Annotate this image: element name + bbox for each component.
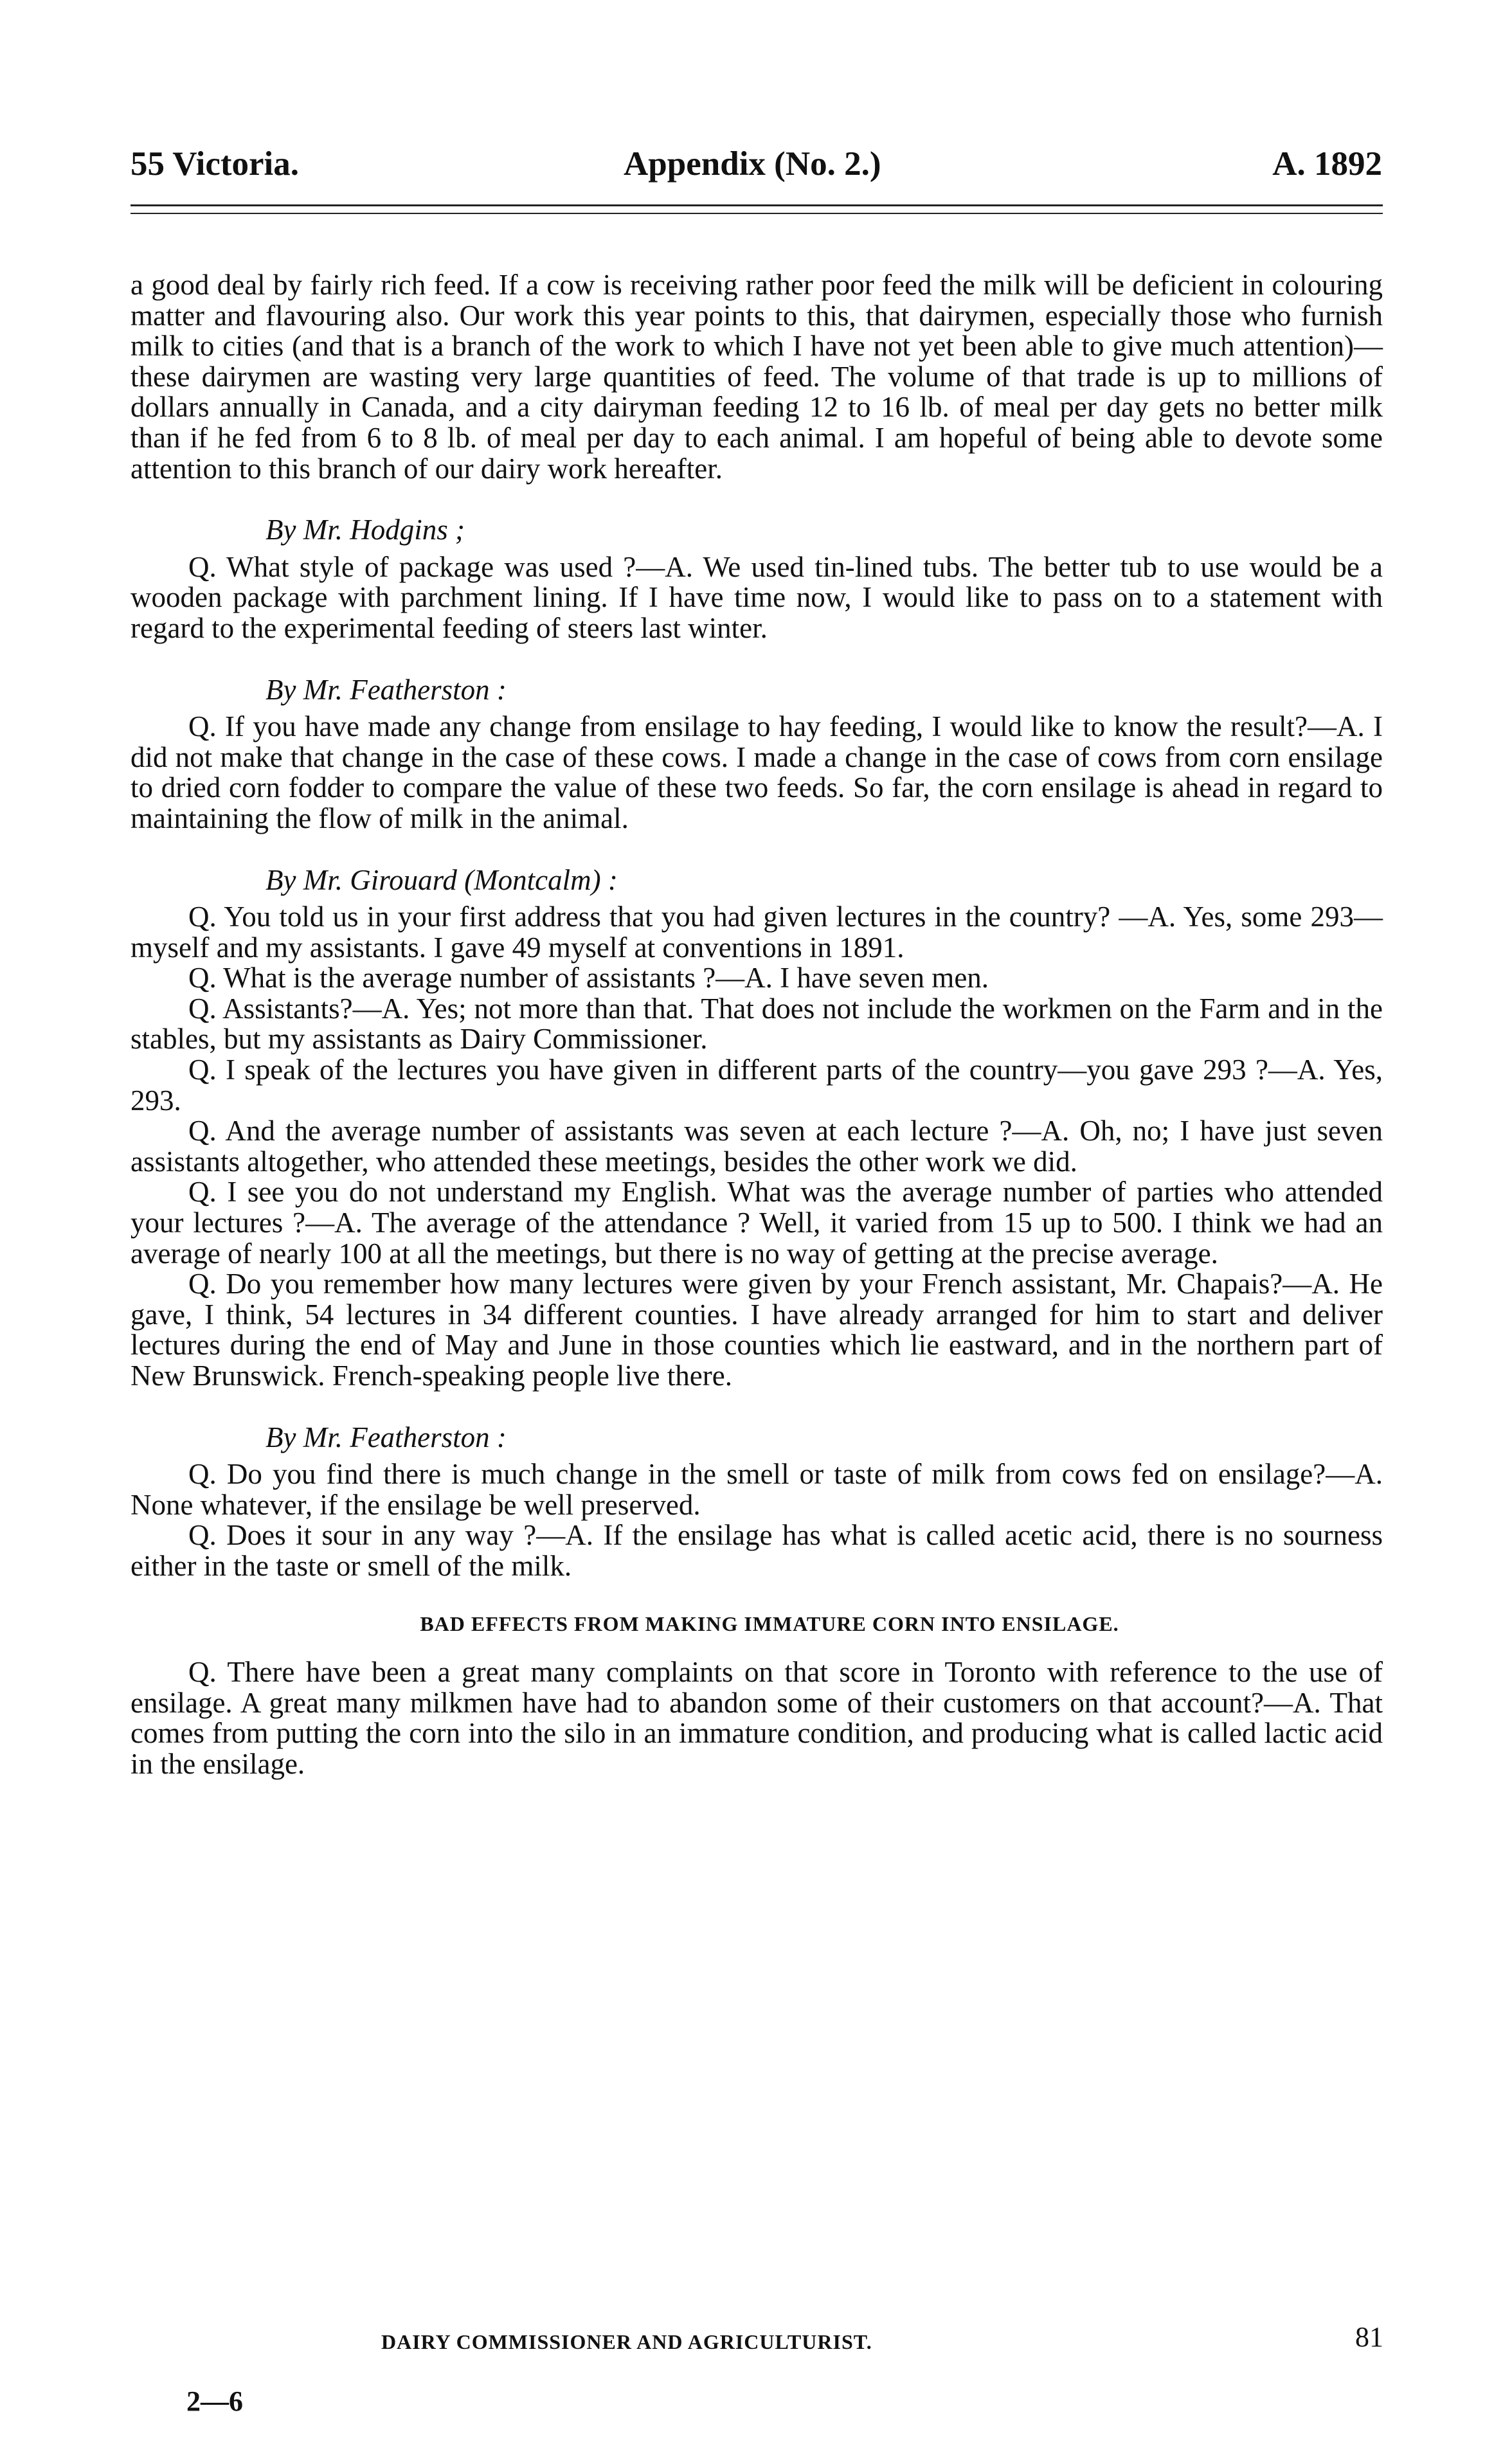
header-session: 55 Victoria. [130, 145, 299, 183]
header-year: A. 1892 [1272, 145, 1382, 183]
question-answer: Q. I speak of the lectures you have given in different parts of the country—you gave 293 ?—A. Yes, 293. [130, 1054, 1383, 1117]
question-answer: Q. Do you find there is much change in the smell or taste of milk from cows fed on ensilage?—A. None whatever, if the ensilage be well preserved. [130, 1458, 1383, 1521]
speaker-line: By Mr. Hodgins ; [266, 514, 465, 546]
speaker-line: By Mr. Featherston : [266, 1421, 507, 1453]
question-answer: Q. And the average number of assistants was seven at each lecture ?—A. Oh, no; I have just seven assistants altogether, who attended these meetings, besides the other work we did. [130, 1115, 1383, 1178]
question-answer: Q. I see you do not understand my English. What was the average number of parties who attended your lectures ?—A. The average of the attendance ? Well, it varied from 15 up to 500. I think we had an average of nearly 100 at all the meetings, but there is no way of getting at the precise average. [130, 1176, 1383, 1270]
question-answer: Q. What style of package was used ?—A. We used tin-lined tubs. The better tub to use would be a wooden package with parchment lining. If I have time now, I would like to pass on to a statement with regard to the experimental feeding of steers last winter. [130, 550, 1383, 644]
question-answer: Q. If you have made any change from ensilage to hay feeding, I would like to know the result?—A. I did not make that change in the case of these cows. I made a change in the case of cows from corn ensilage to dried corn fodder to compare the value of these two feeds. So far, the corn ensilage is ahead in regard to maintaining the flow of milk in the animal. [130, 710, 1383, 834]
speaker-line: By Mr. Featherston : [266, 673, 507, 706]
question-answer: Q. Do you remember how many lectures were given by your French assistant, Mr. Chapais?—A. He gave, I think, 54 lectures in 34 different counties. I have already arranged for him to start and deliver lectures during the end of May and June in those counties which lie eastward, and in the northern part of New Brunswick. French-speaking people live there. [130, 1268, 1383, 1392]
header-rule-bottom [130, 213, 1383, 214]
question-answer: Q. What is the average number of assistants ?—A. I have seven men. [188, 962, 989, 994]
section-heading: BAD EFFECTS FROM MAKING IMMATURE CORN INTO ENSILAGE. [420, 1612, 1119, 1635]
speaker-line: By Mr. Girouard (Montcalm) : [266, 863, 618, 896]
question-answer: Q. You told us in your first address that you had given lectures in the country? —A. Yes, some 293—myself and my assistants. I gave 49 myself at conventions in 1891. [130, 901, 1383, 964]
paragraph: a good deal by fairly rich feed. If a cow is receiving rather poor feed the milk will be deficient in colouring matter and flavouring also. Our work this year points to this, that dairymen, especially those who furnish milk to cities (and that is a branch of the work to which I have not yet been able to give much attention)—these dairymen are wasting very large quantities of feed. The volume of that trade is up to millions of dollars annually in Canada, and a city dairyman feeding 12 to 16 lb. of meal per day gets no better milk than if he fed from 6 to 8 lb. of meal per day to each animal. I am hopeful of being able to devote some attention to this branch of our dairy work hereafter. [130, 269, 1383, 485]
header-rule-top [130, 204, 1383, 206]
footer-running-title: DAIRY COMMISSIONER AND AGRICULTURIST. [381, 2330, 872, 2353]
question-answer: Q. Does it sour in any way ?—A. If the ensilage has what is called acetic acid, there is no sourness either in the taste or smell of the milk. [130, 1519, 1383, 1582]
question-answer: Q. There have been a great many complaints on that score in Toronto with reference to the use of ensilage. A great many milkmen have had to abandon some of their customers on that account?—A. That comes from putting the corn into the silo in an immature condition, and producing what is called lactic acid in the ensilage. [130, 1656, 1383, 1780]
question-answer: Q. Assistants?—A. Yes; not more than that. That does not include the workmen on the Farm and in the stables, but my assistants as Dairy Commissioner. [130, 992, 1383, 1056]
page-number: 81 [1355, 2321, 1383, 2353]
header-appendix: Appendix (No. 2.) [624, 145, 881, 183]
body-text [130, 270, 1383, 1780]
sheet-signature-mark: 2—6 [186, 2386, 243, 2417]
